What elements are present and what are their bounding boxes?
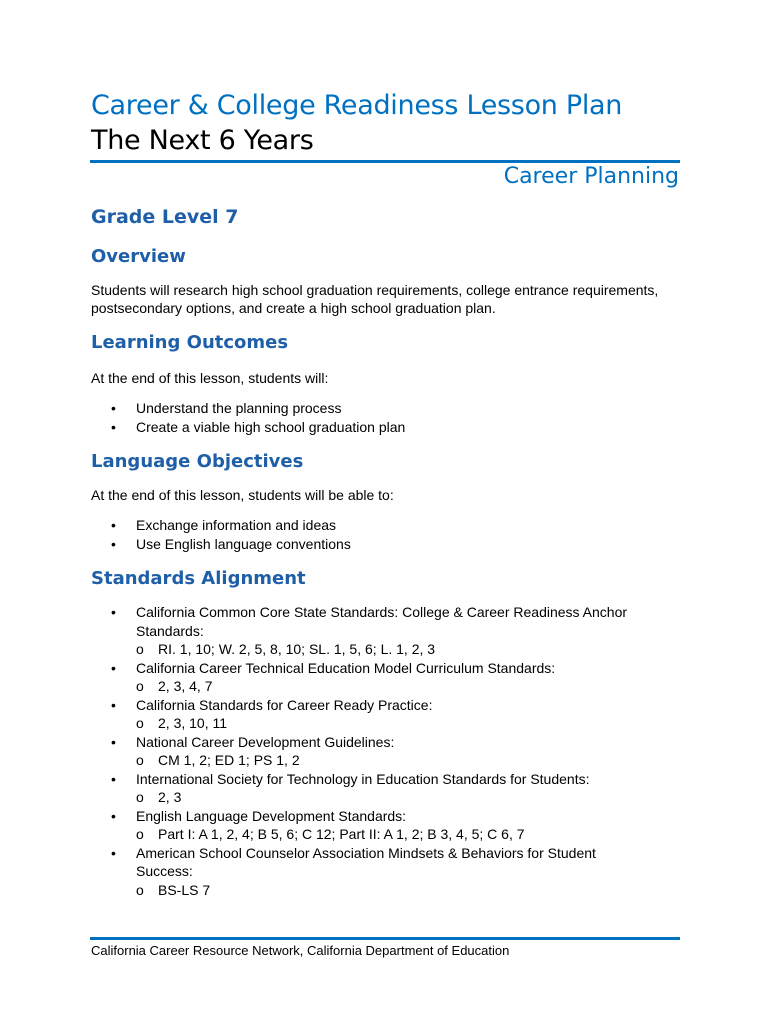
standards-alignment-heading: Standards Alignment (91, 568, 306, 589)
list-item (91, 603, 651, 659)
standard-label: California Common Core State Standards: College & Career Readiness Anchor Standards: (136, 604, 628, 639)
list-item (91, 659, 651, 696)
standard-codes: o RI. 1, 10; W. 2, 5, 8, 10; SL. 1, 5, 6; L. 1, 2, 3 (136, 640, 651, 659)
standard-codes: o CM 1, 2; ED 1; PS 1, 2 (136, 751, 651, 770)
list-item: • Create a viable high school graduation plan (91, 418, 691, 437)
standard-codes: o Part I: A 1, 2, 4; B 5, 6; C 12; Part II: A 1, 2; B 3, 4, 5; C 6, 7 (136, 825, 651, 844)
overview-heading: Overview (91, 246, 186, 267)
list-item: • Exchange information and ideas (91, 516, 691, 535)
overview-text: Students will research high school graduation requirements, college entrance requirements, postsecondary options, and create a high school graduation plan. (91, 282, 659, 316)
header-divider (90, 160, 680, 163)
language-objectives-heading: Language Objectives (91, 451, 304, 472)
standard-label: California Standards for Career Ready Practice: (136, 696, 433, 713)
learning-outcomes-heading: Learning Outcomes (91, 332, 289, 353)
grade-level-heading: Grade Level 7 (91, 206, 239, 228)
document-subtitle: The Next 6 Years (91, 125, 314, 156)
standard-codes: o 2, 3, 10, 11 (136, 714, 651, 733)
footer-text: California Career Resource Network, California Department of Education (91, 943, 510, 958)
list-item (91, 696, 651, 733)
footer-divider (90, 937, 680, 940)
standard-label: American School Counselor Association Mindsets & Behaviors for Student Success: (136, 844, 596, 879)
list-item (91, 770, 651, 807)
language-objectives-list (91, 516, 691, 553)
list-item (91, 844, 651, 900)
standards-list (91, 603, 651, 899)
standard-codes: o BS-LS 7 (136, 881, 651, 900)
learning-outcomes-intro: At the end of this lesson, students will: (91, 370, 329, 386)
document-title: Career & College Readiness Lesson Plan (91, 90, 623, 121)
standard-label: English Language Development Standards: (136, 807, 407, 824)
learning-outcomes-list (91, 399, 691, 436)
standard-codes: o 2, 3, 4, 7 (136, 677, 651, 696)
list-item: • Understand the planning process (91, 399, 691, 418)
language-objectives-intro: At the end of this lesson, students will be able to: (91, 487, 394, 503)
standard-codes: o 2, 3 (136, 788, 651, 807)
subject-label: Career Planning (503, 164, 679, 189)
list-item (91, 733, 651, 770)
standard-label: California Career Technical Education Model Curriculum Standards: (136, 659, 556, 676)
standard-label: National Career Development Guidelines: (136, 733, 395, 750)
list-item: • Use English language conventions (91, 535, 691, 554)
standard-label: International Society for Technology in Education Standards for Students: (136, 770, 590, 787)
list-item (91, 807, 651, 844)
